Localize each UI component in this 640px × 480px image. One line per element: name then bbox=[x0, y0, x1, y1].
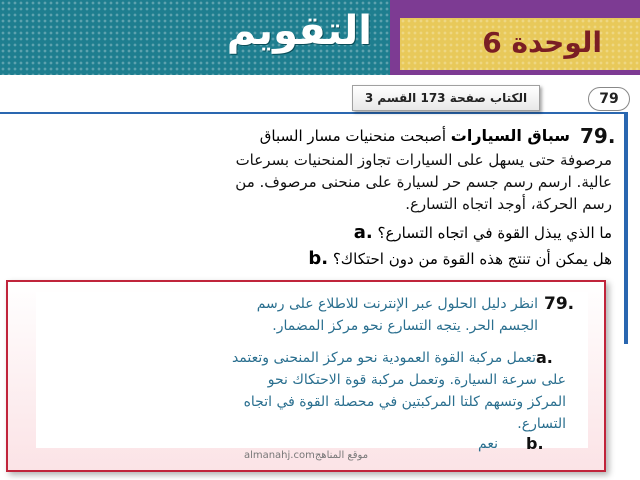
answer-a-line: المركز وتسهم كلتا المركبتين في محصلة القوة في اتجاه bbox=[243, 394, 566, 410]
answer-panel bbox=[6, 280, 606, 472]
sub-question-a-text: ما الذي يبذل القوة في اتجاه التسارع؟ bbox=[377, 224, 612, 242]
unit-label: الوحدة 6 bbox=[482, 26, 602, 59]
question-heading-line bbox=[260, 126, 570, 145]
header-unit-panel bbox=[390, 0, 640, 75]
sub-question-a bbox=[348, 222, 612, 243]
question-line: رسم الحركة، أوجد اتجاه التسارع. bbox=[405, 195, 612, 213]
question-heading-rest: أصبحت منحنيات مسار السباق bbox=[259, 127, 446, 145]
question-line: عالية. ارسم رسم جسم حر لسيارة على منحنى مرصوف. من bbox=[235, 173, 612, 191]
page-side-rule bbox=[624, 112, 628, 344]
unit-banner bbox=[400, 18, 640, 70]
question-heading: سباق السيارات bbox=[450, 126, 570, 145]
header-divider bbox=[0, 112, 628, 114]
answer-a-line: التسارع. bbox=[517, 416, 566, 432]
sub-question-b bbox=[302, 248, 612, 269]
book-reference-box: الكتاب صفحة 173 القسم 3 bbox=[352, 85, 540, 111]
answer-b-text: نعم bbox=[478, 436, 498, 452]
sub-question-b-label: b. bbox=[308, 248, 329, 269]
page-number: 79 bbox=[588, 87, 630, 111]
header-title-panel bbox=[0, 0, 390, 75]
question-line: مرصوفة حتى يسهل على السيارات تجاوز المنحنيات بسرعات bbox=[235, 151, 612, 169]
answer-a-label: a. bbox=[536, 348, 553, 367]
answer-a-line: على سرعة السيارة. وتعمل مركبة قوة الاحتكاك نحو bbox=[267, 372, 566, 388]
question-number: 79. bbox=[580, 124, 616, 148]
answer-content bbox=[36, 292, 588, 453]
answer-a-line: تعمل مركبة القوة العمودية نحو مركز المنحنى وتعتمد bbox=[231, 350, 536, 366]
answer-b-label: b. bbox=[526, 434, 544, 453]
sub-question-a-label: a. bbox=[353, 222, 373, 243]
sub-question-b-text: هل يمكن أن تنتج هذه القوة من دون احتكاك؟ bbox=[332, 250, 612, 268]
answer-number: 79. bbox=[544, 294, 575, 314]
section-title: التقويم bbox=[226, 8, 372, 54]
answer-line: الجسم الحر. يتجه التسارع نحو مركز المضمار. bbox=[272, 318, 538, 334]
answer-line: انظر دليل الحلول عبر الإنترنت للاطلاع على رسم bbox=[256, 296, 538, 312]
watermark: almanahj.comموقع المناهج bbox=[243, 450, 369, 461]
